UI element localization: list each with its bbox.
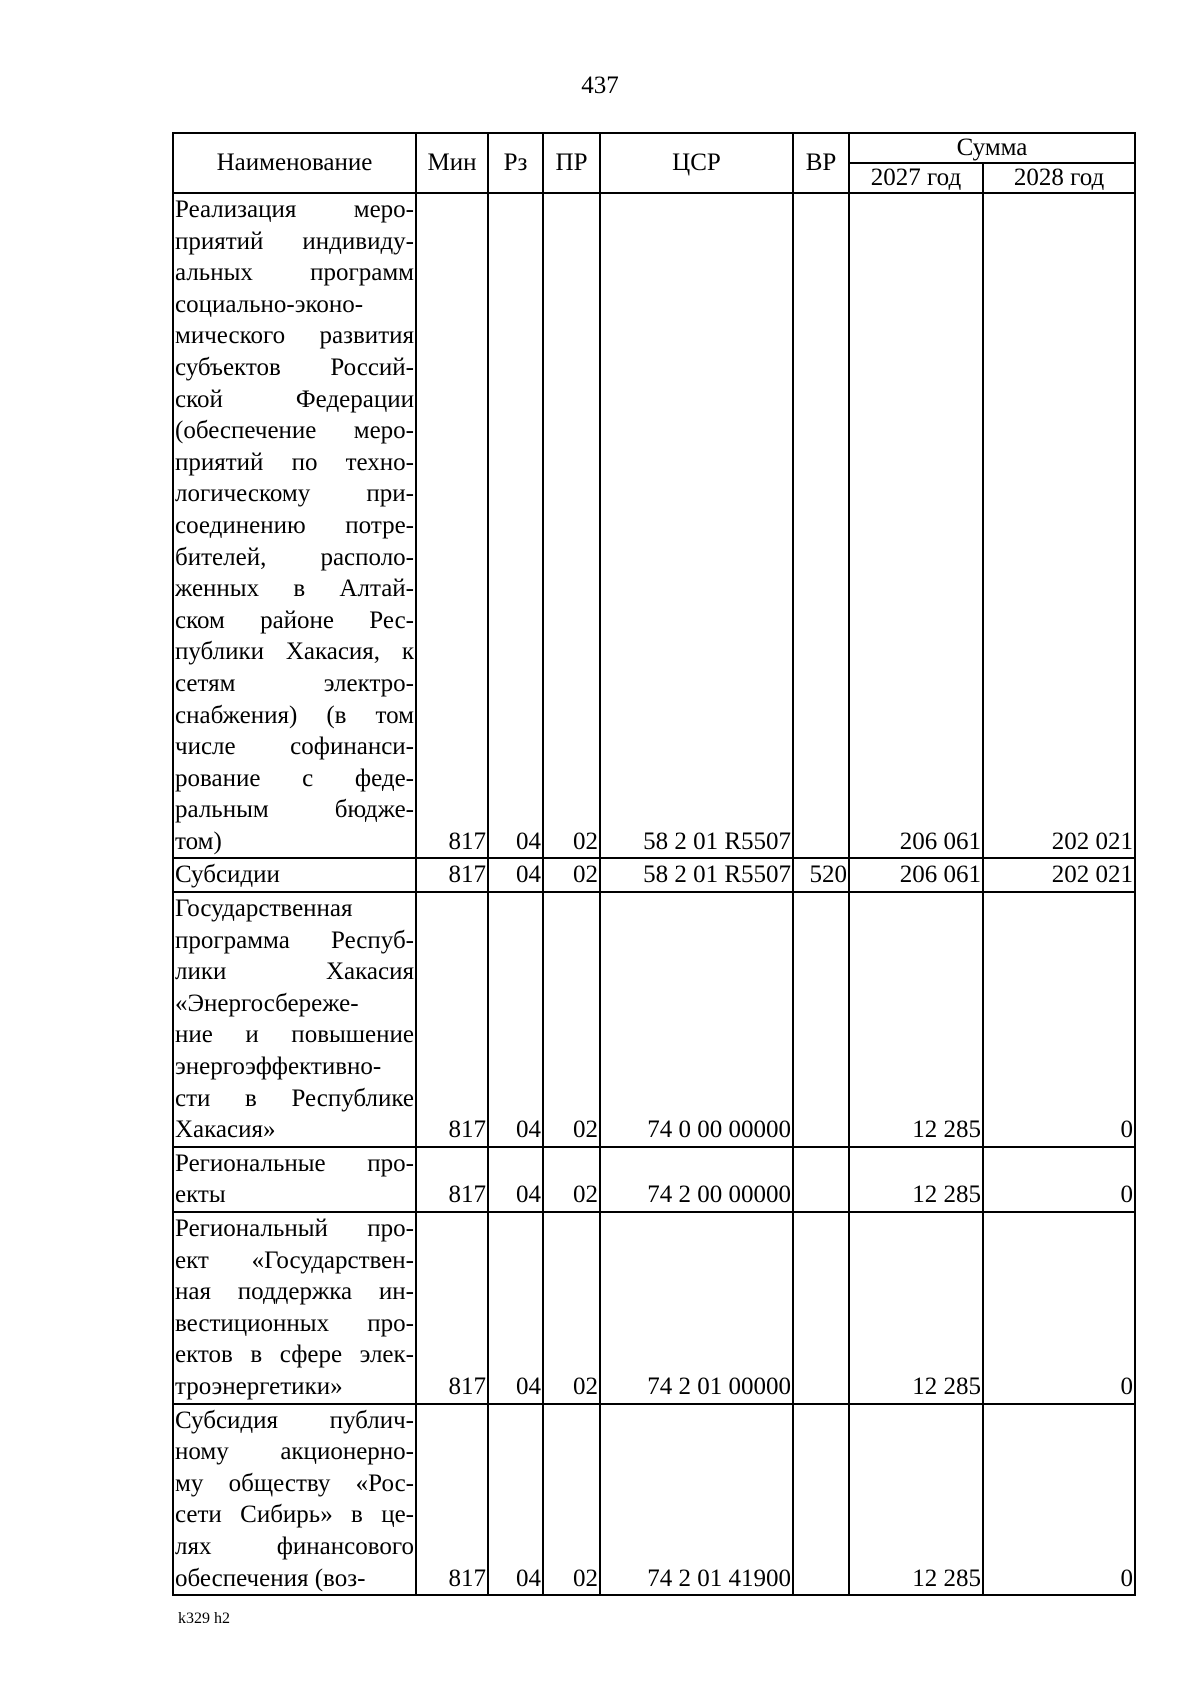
name-line: женных в Алтай-	[175, 575, 414, 603]
name-line: лях финансового	[175, 1532, 414, 1560]
cell-vr	[793, 892, 849, 1147]
name-line: публики Хакасия, к	[175, 638, 414, 666]
name-line: ском районе Рес-	[175, 606, 414, 634]
cell-csr: 74 2 01 41900	[600, 1404, 793, 1596]
name-line: рование с феде-	[175, 764, 414, 792]
cell-2028: 0	[983, 1147, 1135, 1212]
header-pr: ПР	[543, 133, 600, 193]
footer-code: k329 h2	[178, 1610, 230, 1627]
cell-min: 817	[416, 1404, 488, 1596]
cell-pr: 02	[543, 1404, 600, 1596]
budget-table	[172, 132, 1136, 1596]
cell-min: 817	[416, 858, 488, 892]
cell-2028: 0	[983, 1212, 1135, 1404]
cell-rz: 04	[488, 892, 543, 1147]
name-line: социально-эконо-	[175, 290, 364, 318]
name-line: «Энергосбереже-	[175, 989, 359, 1017]
cell-name	[173, 1404, 416, 1596]
cell-2028: 0	[983, 1404, 1135, 1596]
cell-min: 817	[416, 193, 488, 858]
cell-rz: 04	[488, 1212, 543, 1404]
name-line: приятий по техно-	[175, 448, 414, 476]
header-vr: ВР	[793, 133, 849, 193]
name-line: ект «Государствен-	[175, 1246, 414, 1274]
name-line: ному акционерно-	[175, 1438, 414, 1466]
cell-csr: 74 2 01 00000	[600, 1212, 793, 1404]
cell-csr: 74 2 00 00000	[600, 1147, 793, 1212]
name-line: бителей, располо-	[175, 543, 414, 571]
name-line: сти в Республике	[175, 1084, 414, 1112]
name-line: Региональный про-	[175, 1215, 414, 1242]
name-line: ная поддержка ин-	[175, 1278, 414, 1306]
name-line: троэнергетики»	[175, 1372, 343, 1400]
name-line: лики Хакасия	[175, 958, 414, 986]
cell-vr	[793, 1147, 849, 1212]
cell-pr: 02	[543, 1147, 600, 1212]
name-line: приятий индивиду-	[175, 227, 414, 255]
name-line: логическому при-	[175, 480, 414, 508]
name-line: мического развития	[175, 322, 414, 350]
table-body	[173, 193, 1135, 1595]
header-year-2028: 2028 год	[983, 163, 1135, 193]
name-line: вестиционных про-	[175, 1309, 414, 1337]
header-name: Наименование	[173, 133, 416, 193]
cell-pr: 02	[543, 892, 600, 1147]
table-row	[173, 892, 1135, 1147]
table-row	[173, 1404, 1135, 1596]
name-line: соединению потре-	[175, 511, 414, 539]
cell-csr: 58 2 01 R5507	[600, 858, 793, 892]
header-csr: ЦСР	[600, 133, 793, 193]
name-line: альных программ	[175, 259, 414, 287]
cell-csr: 74 0 00 00000	[600, 892, 793, 1147]
cell-name	[173, 892, 416, 1147]
cell-name	[173, 1147, 416, 1212]
header-year-2027: 2027 год	[849, 163, 983, 193]
name-line: Субсидии	[175, 861, 280, 889]
name-line: энергоэффективно-	[175, 1053, 382, 1081]
cell-2027: 12 285	[849, 892, 983, 1147]
cell-rz: 04	[488, 1147, 543, 1212]
page-number: 437	[581, 72, 619, 99]
cell-2027: 12 285	[849, 1404, 983, 1596]
name-line: му обществу «Рос-	[175, 1469, 414, 1497]
name-line: (обеспечение меро-	[175, 417, 414, 445]
header-rz: Рз	[488, 133, 543, 193]
cell-min: 817	[416, 1147, 488, 1212]
cell-name	[173, 1212, 416, 1404]
table-header	[173, 133, 1135, 193]
name-line: екты	[175, 1181, 226, 1209]
cell-2027: 206 061	[849, 858, 983, 892]
cell-name	[173, 858, 416, 892]
cell-rz: 04	[488, 193, 543, 858]
name-line: Региональные про-	[175, 1149, 414, 1177]
cell-vr	[793, 1404, 849, 1596]
table-row	[173, 1212, 1135, 1404]
cell-vr: 520	[793, 858, 849, 892]
header-min: Мин	[416, 133, 488, 193]
name-line: Хакасия»	[175, 1116, 276, 1144]
name-line: субъектов Россий-	[175, 353, 414, 381]
cell-csr: 58 2 01 R5507	[600, 193, 793, 858]
table-row	[173, 858, 1135, 892]
table-row	[173, 1147, 1135, 1212]
cell-rz: 04	[488, 858, 543, 892]
cell-min: 817	[416, 1212, 488, 1404]
cell-pr: 02	[543, 858, 600, 892]
cell-min: 817	[416, 892, 488, 1147]
table-row	[173, 193, 1135, 858]
cell-name	[173, 193, 416, 858]
cell-2027: 206 061	[849, 193, 983, 858]
name-line: ральным бюдже-	[175, 796, 414, 824]
cell-2028: 202 021	[983, 193, 1135, 858]
cell-vr	[793, 193, 849, 858]
name-line: том)	[175, 827, 222, 855]
cell-pr: 02	[543, 1212, 600, 1404]
cell-2028: 0	[983, 892, 1135, 1147]
cell-2027: 12 285	[849, 1147, 983, 1212]
name-line: Реализация меро-	[175, 196, 414, 223]
cell-rz: 04	[488, 1404, 543, 1596]
name-line: числе софинанси-	[175, 733, 414, 761]
name-line: Субсидия публич-	[175, 1406, 414, 1434]
cell-2027: 12 285	[849, 1212, 983, 1404]
name-line: ской Федерации	[175, 385, 414, 413]
cell-2028: 202 021	[983, 858, 1135, 892]
name-line: Государственная	[175, 895, 353, 923]
cell-vr	[793, 1212, 849, 1404]
header-sum: Сумма	[849, 133, 1135, 163]
name-line: сетям электро-	[175, 669, 414, 697]
name-line: сети Сибирь» в це-	[175, 1501, 414, 1529]
name-line: снабжения) (в том	[175, 701, 414, 729]
name-line: ектов в сфере элек-	[175, 1341, 414, 1369]
name-line: программа Респуб-	[175, 926, 414, 954]
name-line: ние и повышение	[175, 1021, 414, 1049]
cell-pr: 02	[543, 193, 600, 858]
name-line: обеспечения (воз-	[175, 1564, 366, 1592]
